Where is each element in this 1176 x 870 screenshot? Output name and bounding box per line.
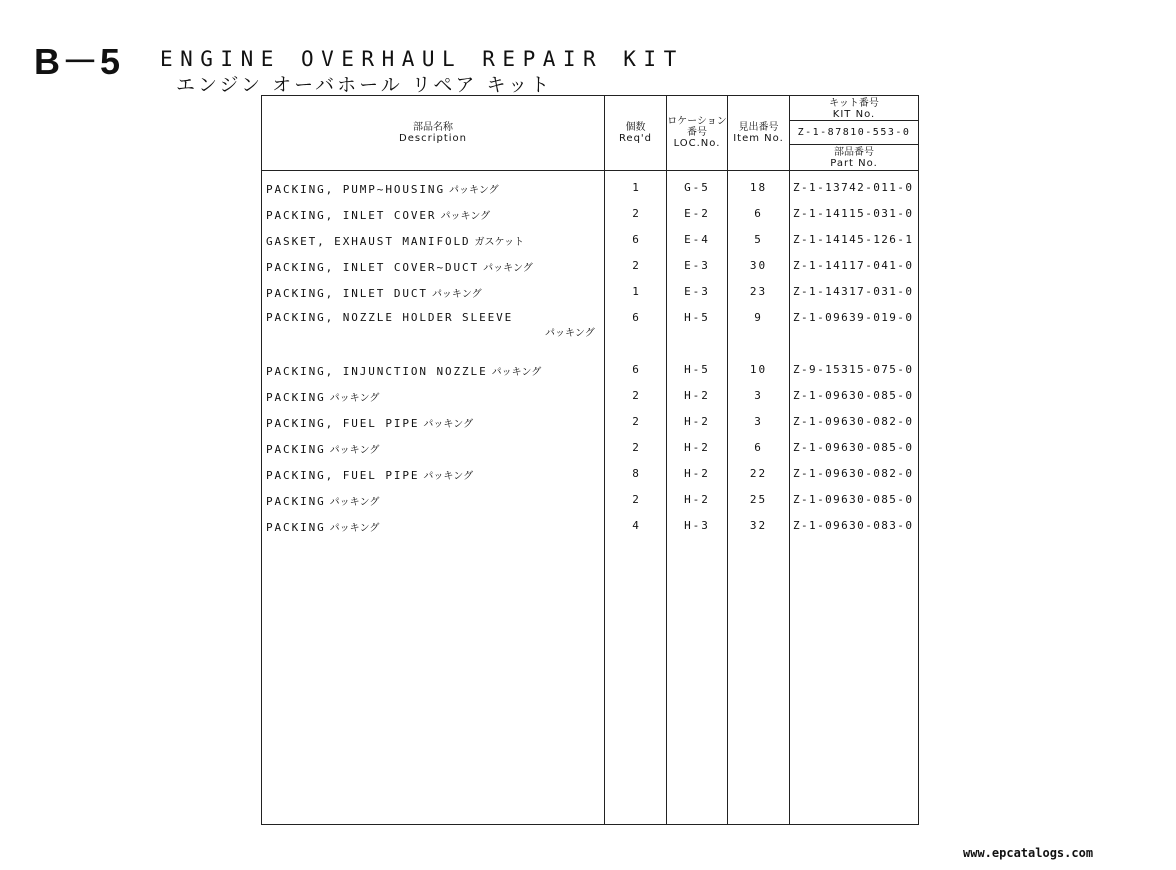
table-row [262, 233, 918, 259]
table-row [262, 285, 918, 311]
row-description-jp: パッキング [329, 393, 380, 404]
row-loc: H-3 [684, 519, 710, 532]
row-part-no: Z-9-15315-075-0 [793, 363, 914, 376]
row-description-en: PACKING [266, 521, 326, 534]
row-qty: 2 [632, 493, 639, 506]
table-row [262, 259, 918, 285]
row-item-no: 10 [749, 363, 768, 376]
row-item-no: 5 [754, 233, 763, 246]
col-header-description-en: Description [399, 133, 467, 144]
row-description-en: PACKING, INLET COVER~DUCT [266, 261, 480, 274]
row-item-no: 6 [754, 441, 763, 454]
table-row [262, 467, 918, 493]
row-qty: 1 [632, 181, 639, 194]
table-row [262, 389, 918, 415]
table-row [262, 311, 918, 337]
col-header-part-jp: 部品番号 [834, 147, 874, 158]
row-description [266, 259, 533, 274]
row-qty: 2 [632, 415, 639, 428]
row-part-no: Z-1-14317-031-0 [793, 285, 914, 298]
row-part-no: Z-1-14145-126-1 [793, 233, 914, 246]
row-description-en: PACKING [266, 495, 326, 508]
row-item-no: 32 [749, 519, 768, 532]
row-description-jp: パッキング [431, 289, 482, 300]
row-description [266, 415, 473, 430]
col-header-kit-en: KIT No. [832, 109, 876, 120]
col-header-kit [790, 98, 918, 120]
row-description-jp: パッキング [491, 367, 542, 378]
row-loc: E-3 [684, 259, 710, 272]
kit-number: Z-1-87810-553-0 [797, 127, 911, 138]
col-header-qty [605, 122, 666, 144]
col-header-qty-jp: 個数 [625, 122, 646, 133]
row-part-no: Z-1-09630-083-0 [793, 519, 914, 532]
col-header-kit-jp: キット番号 [829, 98, 879, 109]
row-qty: 2 [632, 389, 639, 402]
row-part-no: Z-1-09630-082-0 [793, 467, 914, 480]
row-item-no: 25 [749, 493, 768, 506]
row-loc: H-5 [684, 363, 710, 376]
row-loc: E-4 [684, 233, 710, 246]
kit-divider [789, 120, 918, 121]
row-loc: H-2 [684, 415, 710, 428]
row-description [266, 389, 379, 404]
page-title-jp: エンジン オーバホール リペア キット [176, 74, 553, 96]
row-description-jp: パッキング [440, 211, 491, 222]
row-qty: 4 [632, 519, 639, 532]
row-description [266, 493, 379, 508]
row-part-no: Z-1-09630-082-0 [793, 415, 914, 428]
row-qty: 6 [632, 311, 639, 324]
section-code: B－5 [34, 41, 123, 82]
table-row [262, 363, 918, 389]
row-description [266, 233, 524, 248]
row-description-jp: パッキング [483, 263, 533, 274]
row-description [266, 285, 482, 300]
table-row [262, 207, 918, 233]
row-description-en: PACKING [266, 391, 326, 404]
row-description-en: PACKING, FUEL PIPE [266, 469, 420, 482]
col-header-part [790, 147, 918, 169]
watermark: www.epcatalogs.com [963, 846, 1094, 860]
table-row [262, 415, 918, 441]
col-header-qty-en: Req'd [618, 133, 653, 144]
col-header-item-en: Item No. [733, 133, 784, 144]
row-qty: 2 [632, 441, 639, 454]
row-description-jp: パッキング [423, 419, 474, 430]
row-part-no: Z-1-09630-085-0 [793, 493, 914, 506]
row-loc: H-2 [684, 441, 710, 454]
row-description [266, 207, 490, 222]
page-title: ENGINE OVERHAUL REPAIR KIT [160, 47, 684, 71]
row-part-no: Z-1-09639-019-0 [793, 311, 914, 324]
row-description [266, 311, 517, 324]
row-description-en: PACKING, PUMP~HOUSING [266, 183, 445, 196]
header-divider [262, 170, 918, 171]
row-item-no: 3 [754, 415, 763, 428]
col-header-loc-jp2: 番号 [687, 127, 707, 138]
row-description-en: PACKING, INJUNCTION NOZZLE [266, 365, 488, 378]
row-qty: 8 [632, 467, 639, 480]
col-header-item-jp: 見出番号 [738, 122, 779, 133]
row-description-en: PACKING, NOZZLE HOLDER SLEEVE [266, 311, 514, 324]
col-header-description-jp: 部品名称 [413, 122, 453, 133]
row-description-jp: パッキング [329, 497, 380, 508]
row-qty: 6 [632, 233, 639, 246]
row-loc: H-2 [684, 467, 710, 480]
table-row [262, 441, 918, 467]
row-description-jp: パッキング [329, 445, 380, 456]
row-description-en: PACKING [266, 443, 326, 456]
row-loc: E-3 [684, 285, 710, 298]
col-header-part-en: Part No. [830, 158, 878, 169]
row-description-en: PACKING, INLET COVER [266, 209, 437, 222]
table-row [262, 493, 918, 519]
row-description [266, 363, 541, 378]
row-description-en: GASKET, EXHAUST MANIFOLD [266, 235, 471, 248]
row-description [266, 467, 473, 482]
row-qty: 1 [632, 285, 639, 298]
row-description-jp: パッキング [448, 185, 499, 196]
row-description-en: PACKING, INLET DUCT [266, 287, 428, 300]
row-part-no: Z-1-09630-085-0 [793, 441, 914, 454]
row-item-no: 18 [749, 181, 768, 194]
row-description [266, 519, 379, 534]
row-item-no: 6 [754, 207, 763, 220]
col-header-loc-en: LOC.No. [673, 138, 721, 149]
row-item-no: 9 [754, 311, 763, 324]
col-header-item [728, 122, 789, 144]
row-item-no: 30 [749, 259, 768, 272]
row-loc: H-5 [684, 311, 710, 324]
row-loc: H-2 [684, 493, 710, 506]
row-description-jp: パッキング [329, 523, 380, 534]
row-part-no: Z-1-14115-031-0 [793, 207, 914, 220]
row-description-jp-wrap: パッキング [545, 328, 595, 339]
row-qty: 2 [632, 259, 639, 272]
col-header-loc [667, 116, 727, 149]
row-loc: G-5 [684, 181, 710, 194]
row-item-no: 3 [754, 389, 763, 402]
row-item-no: 22 [749, 467, 768, 480]
table-row [262, 181, 918, 207]
row-description [266, 441, 379, 456]
kit-divider [789, 144, 918, 145]
row-description-en: PACKING, FUEL PIPE [266, 417, 420, 430]
table-row [262, 519, 918, 545]
row-item-no: 23 [749, 285, 768, 298]
row-part-no: Z-1-14117-041-0 [793, 259, 914, 272]
row-description-jp: ガスケット [474, 237, 525, 248]
row-loc: E-2 [684, 207, 710, 220]
row-loc: H-2 [684, 389, 710, 402]
parts-table [261, 95, 919, 825]
col-header-loc-jp1: ロケーション [667, 116, 727, 127]
row-description-jp: パッキング [423, 471, 474, 482]
row-part-no: Z-1-13742-011-0 [793, 181, 914, 194]
row-qty: 6 [632, 363, 639, 376]
col-header-description [262, 122, 604, 144]
row-qty: 2 [632, 207, 639, 220]
row-part-no: Z-1-09630-085-0 [793, 389, 914, 402]
row-description [266, 181, 499, 196]
